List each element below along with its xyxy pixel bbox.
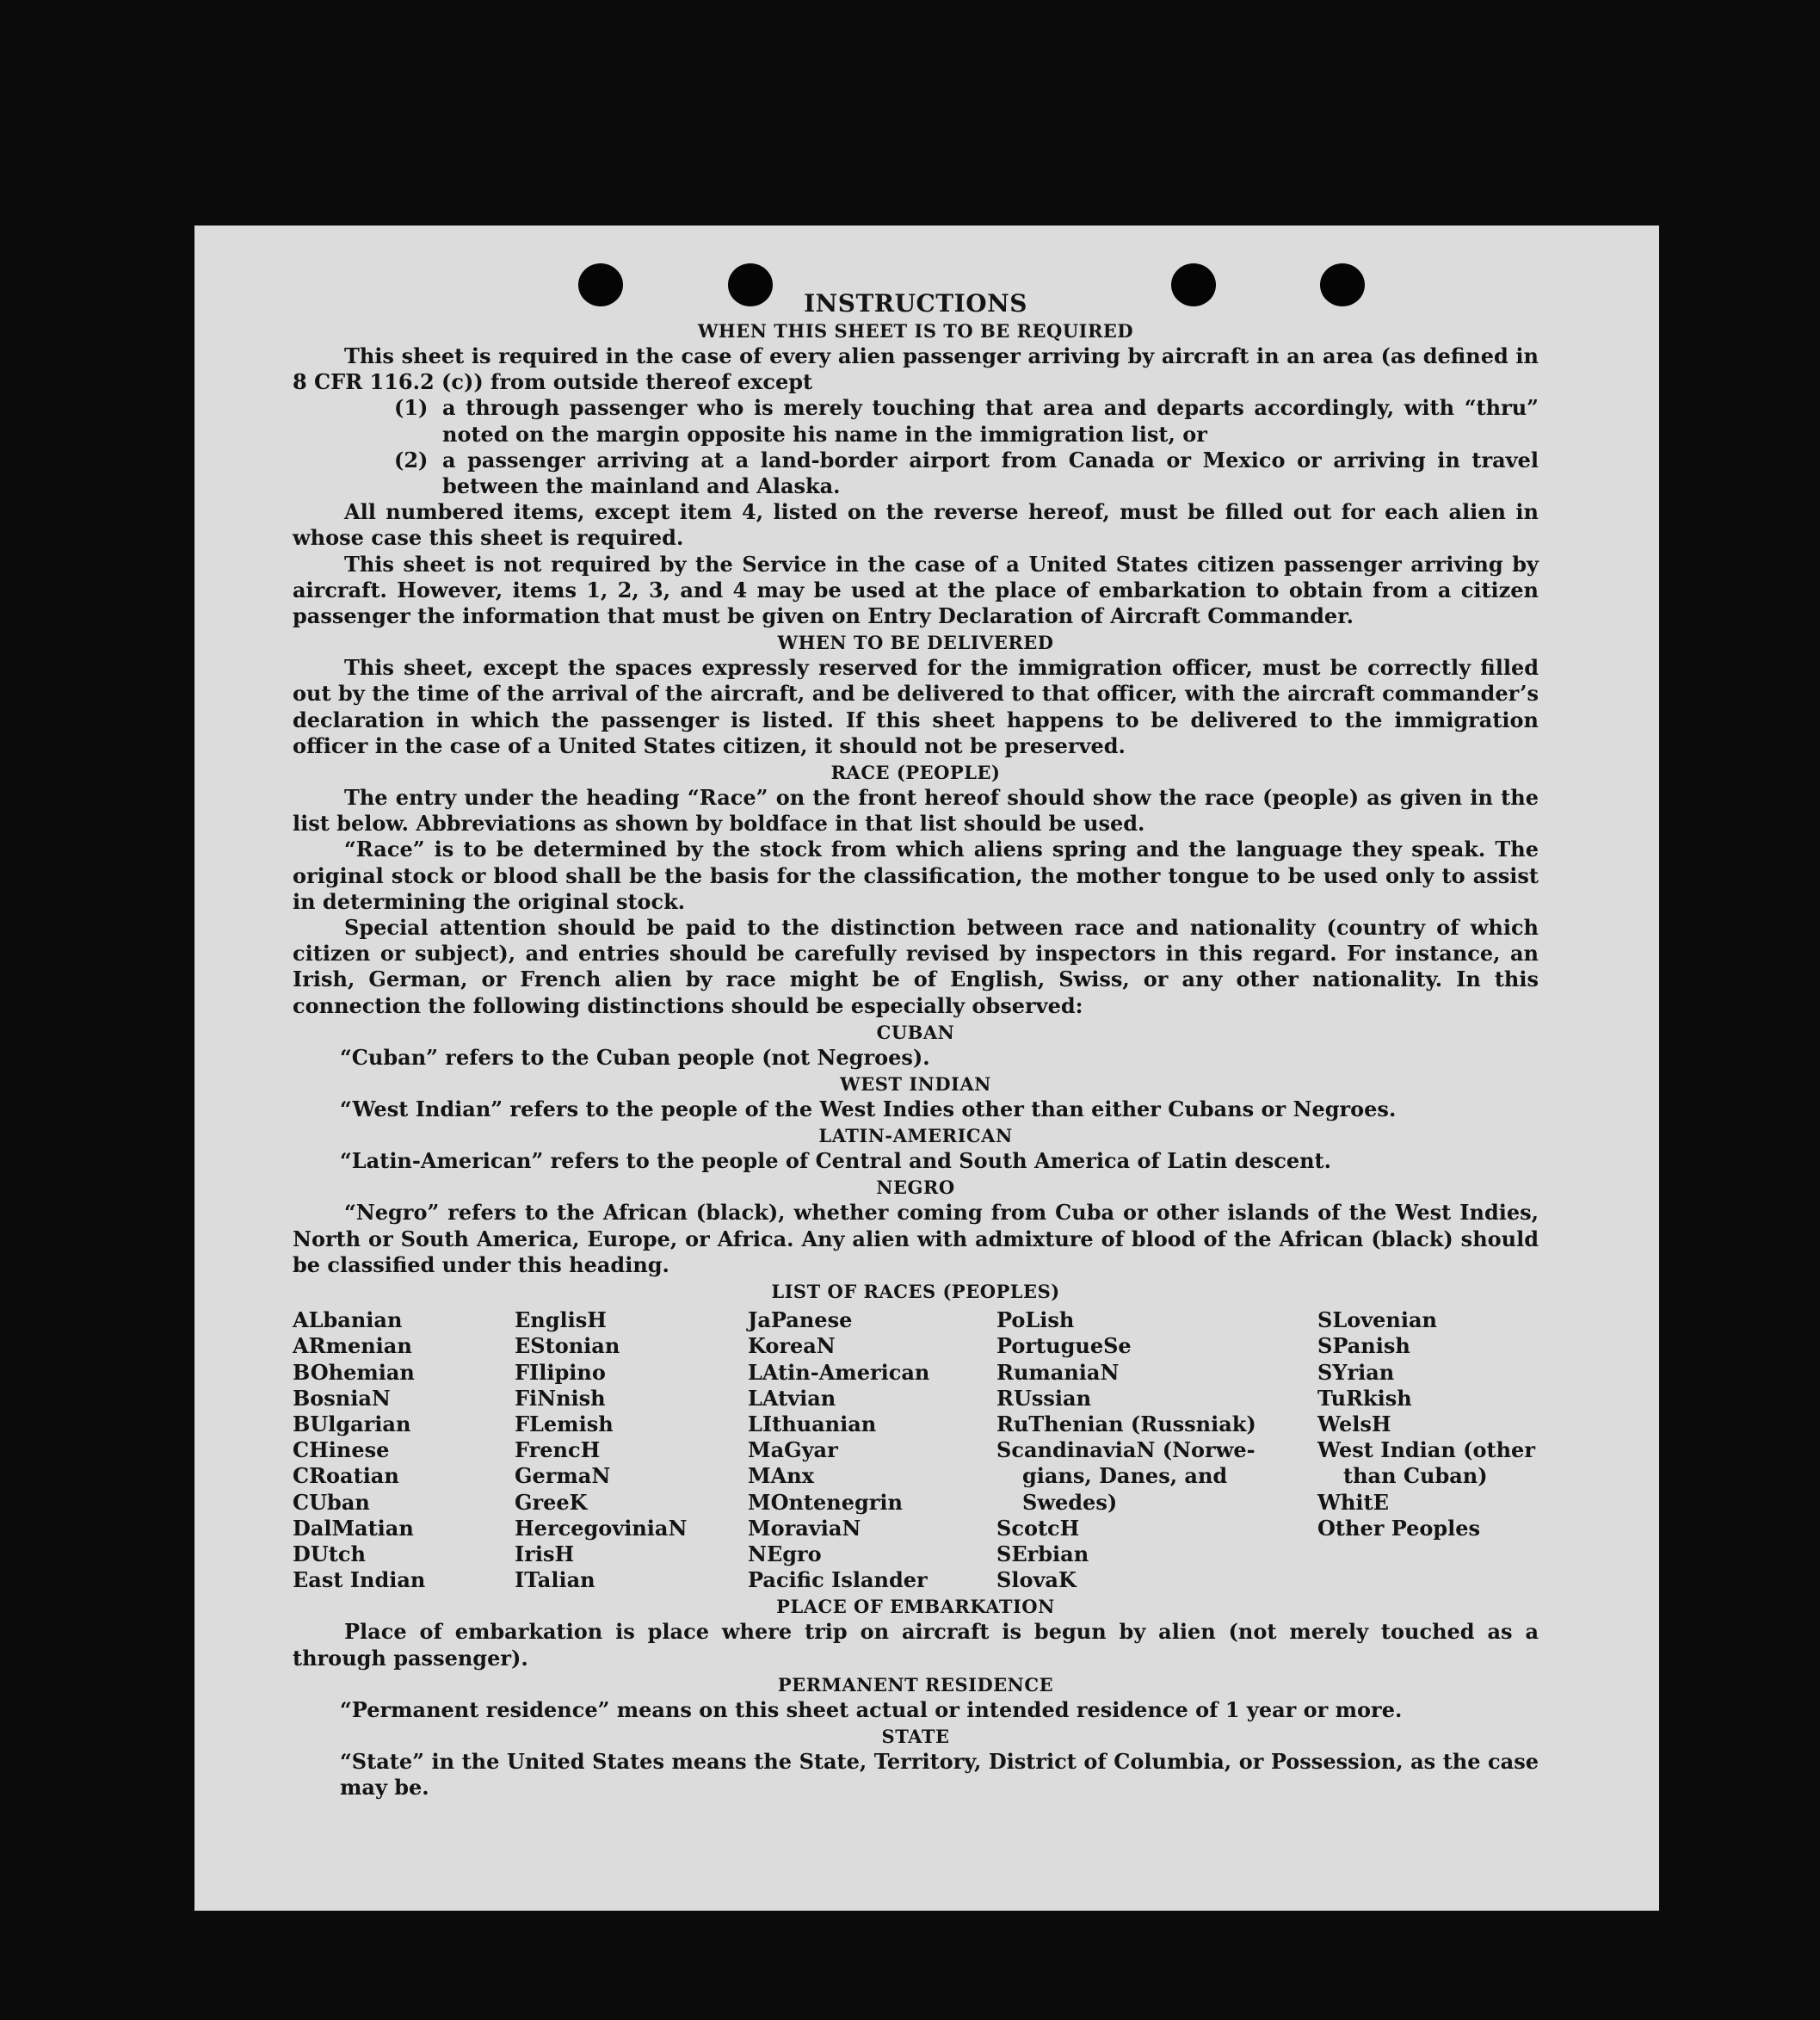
paragraph: This sheet is required in the case of every alien passenger arriving by aircraft in an area (as defined in 8 CFR 116.2 (c)) from outside thereof except: [293, 343, 1539, 395]
section-heading: LATIN-AMERICAN: [818, 1125, 1013, 1147]
race-entry: ScotcH: [996, 1515, 1080, 1541]
race-entry: FiNnish: [515, 1385, 606, 1411]
paragraph: This sheet, except the spaces expressly reserved for the immigration officer, must be correctly filled out by the time of the arrival of the aircraft, and be delivered to that officer, with the aircraft commander’s declaration in which the passenger is listed. If this sheet happens to be delivered to the immigration officer in the case of a United States citizen, it should not be preserved.: [293, 655, 1539, 758]
race-entry: SlovaK: [996, 1567, 1077, 1593]
race-entry: Swedes): [1022, 1489, 1118, 1515]
item-text: a passenger arriving at a land-border airport from Canada or Mexico or arriving in travel between the mainland and Alaska.: [442, 447, 1539, 499]
race-entry: MAnx: [748, 1463, 814, 1489]
race-entry: West Indian (other: [1317, 1437, 1535, 1463]
race-entry: RUssian: [996, 1385, 1092, 1411]
paragraph: The entry under the heading “Race” on the front hereof should show the race (people) as given in the list below. Abbreviations as shown by boldface in that list should be used.: [293, 785, 1539, 837]
definition: “West Indian” refers to the people of the West Indies other than either Cubans or Negroes.: [340, 1096, 1397, 1122]
race-entry: DUtch: [293, 1541, 366, 1566]
race-entry: HercegoviniaN: [515, 1515, 688, 1541]
race-entry: RuThenian (Russniak): [996, 1411, 1256, 1436]
race-entry: WhitE: [1317, 1489, 1389, 1515]
race-entry: NEgro: [748, 1541, 822, 1566]
race-entry: GermaN: [515, 1463, 611, 1489]
section-heading: CUBAN: [876, 1021, 955, 1043]
section-heading: WHEN THIS SHEET IS TO BE REQUIRED: [697, 320, 1134, 342]
race-entry: ARmenian: [293, 1333, 412, 1359]
race-entry: LIthuanian: [748, 1411, 877, 1436]
race-entry: SErbian: [996, 1541, 1089, 1566]
race-entry: TuRkish: [1317, 1385, 1412, 1411]
section-heading: STATE: [881, 1725, 950, 1747]
race-entry: RumaniaN: [996, 1359, 1120, 1385]
instructions-content: [293, 290, 1539, 1801]
race-entry: FrencH: [515, 1437, 601, 1463]
race-entry: SPanish: [1317, 1333, 1410, 1359]
section-heading: WEST INDIAN: [840, 1073, 991, 1096]
section-heading: PERMANENT RESIDENCE: [777, 1673, 1054, 1696]
paragraph: Place of embarkation is place where trip on aircraft is begun by alien (not merely touched as a through passenger).: [293, 1619, 1539, 1671]
race-entry: ALbanian: [293, 1307, 403, 1333]
race-entry: ScandinaviaN (Norwe-: [996, 1437, 1255, 1463]
race-entry: than Cuban): [1343, 1463, 1488, 1489]
section-heading: RACE (PEOPLE): [830, 762, 1001, 784]
race-entry: BOhemian: [293, 1359, 415, 1385]
section-heading: NEGRO: [876, 1177, 955, 1199]
paragraph: Special attention should be paid to the distinction between race and nationality (country of which citizen or subject), and entries should be carefully revised by inspectors in this regard. For instance, an Irish, German, or French alien by race might be of English, Swiss, or any other nationality. In this connection the following distinctions should be especially observed:: [293, 915, 1539, 1018]
race-entry: FLemish: [515, 1411, 614, 1436]
list-item: [293, 448, 1539, 499]
race-entry: BUlgarian: [293, 1411, 411, 1436]
page-title: INSTRUCTIONS: [804, 289, 1027, 318]
race-entry: BosniaN: [293, 1385, 391, 1411]
race-entry: PortugueSe: [996, 1333, 1132, 1359]
race-entry: CUban: [293, 1489, 370, 1515]
race-entry: Other Peoples: [1317, 1515, 1481, 1541]
race-entry: GreeK: [515, 1489, 588, 1515]
race-entry: KoreaN: [748, 1333, 836, 1359]
item-text: a through passenger who is merely touching that area and departs accordingly, with “thru” noted on the margin opposite his name in the immigration list, or: [442, 395, 1539, 447]
race-entry: SYrian: [1317, 1359, 1395, 1385]
paragraph: “Negro” refers to the African (black), whether coming from Cuba or other islands of the West Indies, North or South America, Europe, or Africa. Any alien with admixture of blood of the African (black) should be classified under this heading.: [293, 1200, 1539, 1277]
section-heading: PLACE OF EMBARKATION: [776, 1596, 1055, 1618]
race-list: [293, 1307, 1539, 1593]
race-entry: CHinese: [293, 1437, 390, 1463]
race-entry: MoraviaN: [748, 1515, 861, 1541]
race-entry: MOntenegrin: [748, 1489, 903, 1515]
definition: “Latin-American” refers to the people of Central and South America of Latin descent.: [340, 1148, 1331, 1174]
race-entry: EStonian: [515, 1333, 620, 1359]
definition: “Cuban” refers to the Cuban people (not Negroes).: [340, 1044, 930, 1070]
item-number: (2): [394, 447, 429, 473]
list-item: [293, 395, 1539, 447]
paragraph: “Race” is to be determined by the stock from which aliens spring and the language they speak. The original stock or blood shall be the basis for the classification, the mother tongue to be used only to assist in determining the original stock.: [293, 837, 1539, 914]
document-sheet: [194, 225, 1659, 1911]
race-column: [515, 1307, 748, 1593]
race-entry: DalMatian: [293, 1515, 414, 1541]
race-entry: CRoatian: [293, 1463, 399, 1489]
race-column: [748, 1307, 996, 1593]
section-heading: LIST OF RACES (PEOPLES): [771, 1281, 1060, 1303]
race-entry: gians, Danes, and: [1022, 1463, 1228, 1489]
race-entry: East Indian: [293, 1567, 426, 1593]
race-entry: EnglisH: [515, 1307, 607, 1333]
race-entry: WelsH: [1317, 1411, 1391, 1436]
race-entry: JaPanese: [748, 1307, 853, 1333]
race-entry: LAtin-American: [748, 1359, 930, 1385]
race-entry: Pacific Islander: [748, 1567, 928, 1593]
race-column: [293, 1307, 515, 1593]
race-column: [996, 1307, 1317, 1593]
race-entry: SLovenian: [1317, 1307, 1437, 1333]
race-entry: LAtvian: [748, 1385, 836, 1411]
definition: “Permanent residence” means on this sheet actual or intended residence of 1 year or more.: [340, 1696, 1403, 1722]
paragraph: All numbered items, except item 4, listed on the reverse hereof, must be filled out for each alien in whose case this sheet is required.: [293, 499, 1539, 551]
race-entry: ITalian: [515, 1567, 595, 1593]
race-entry: PoLish: [996, 1307, 1075, 1333]
race-entry: IrisH: [515, 1541, 575, 1566]
definition: “State” in the United States means the State, Territory, District of Columbia, or Possession, as the case may be.: [340, 1748, 1539, 1801]
race-entry: FIlipino: [515, 1359, 606, 1385]
item-number: (1): [394, 395, 429, 421]
race-column: [1317, 1307, 1539, 1593]
paragraph: This sheet is not required by the Service in the case of a United States citizen passenger arriving by aircraft. However, items 1, 2, 3, and 4 may be used at the place of embarkation to obtain from a citizen passenger the information that must be given on Entry Declaration of Aircraft Commander.: [293, 551, 1539, 629]
section-heading: WHEN TO BE DELIVERED: [777, 632, 1054, 654]
race-entry: MaGyar: [748, 1437, 838, 1463]
